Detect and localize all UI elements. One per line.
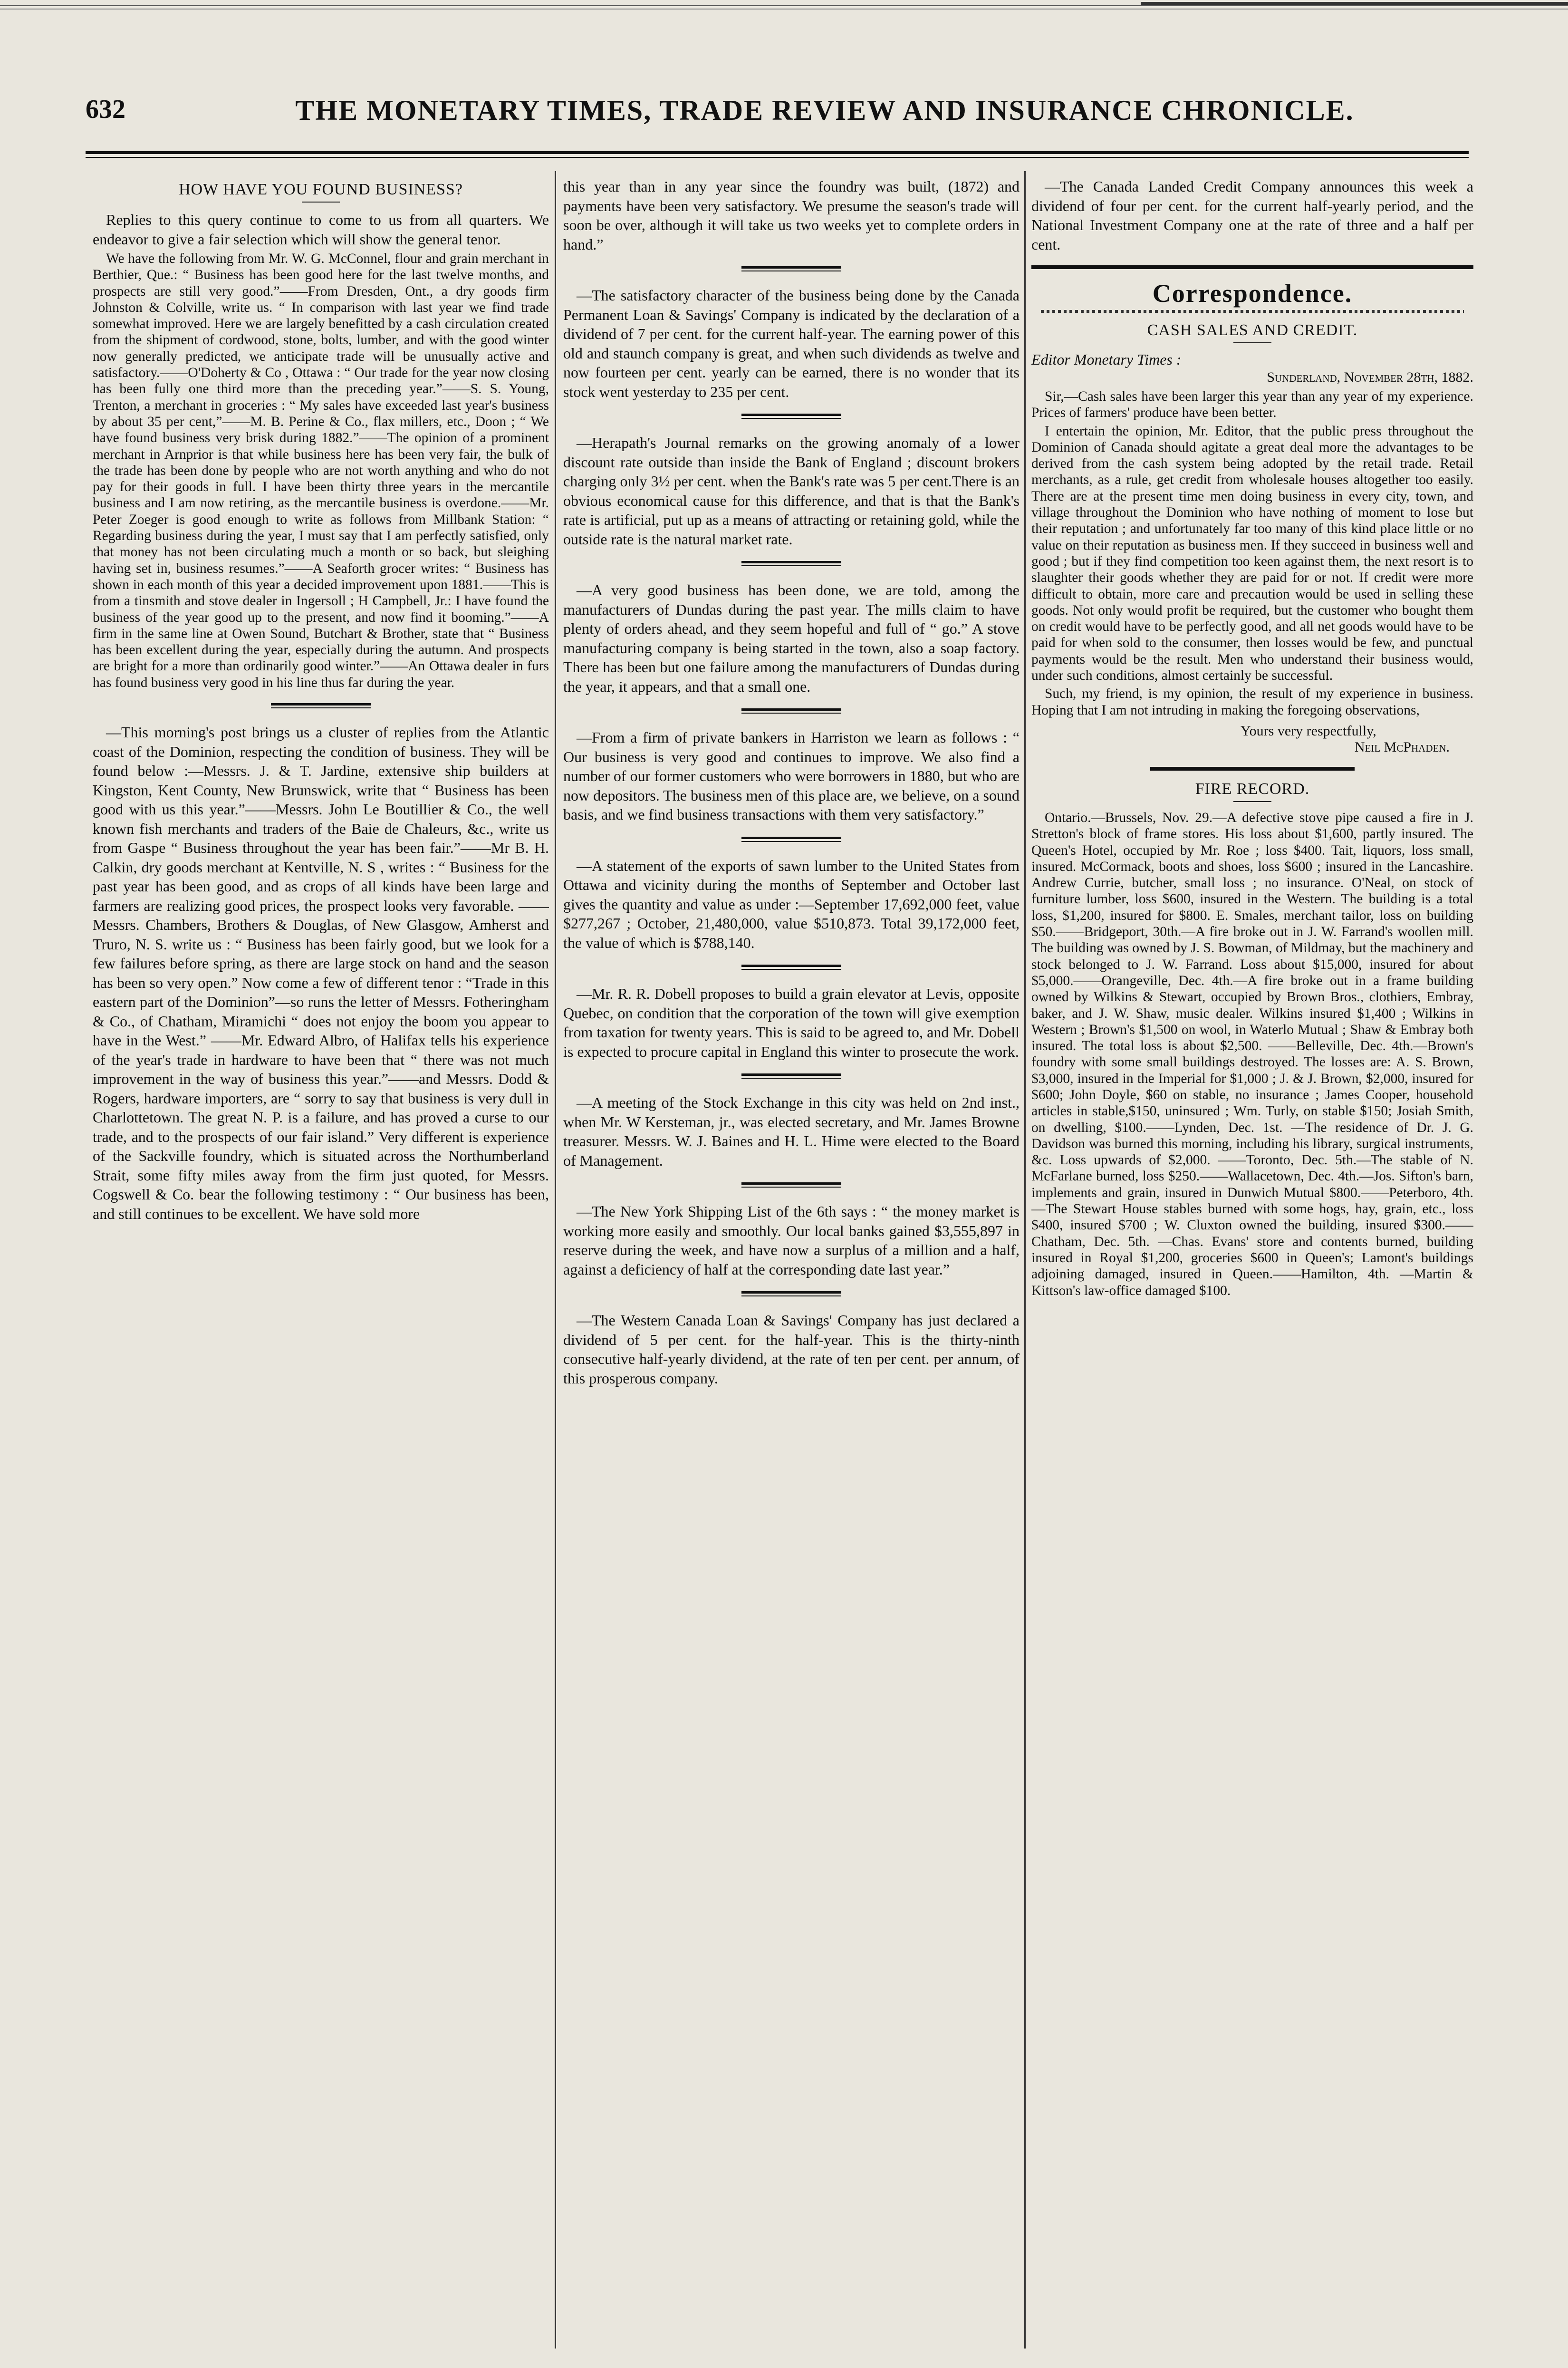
letter-paragraph: Such, my friend, is my opinion, the result of my experience in business. Hoping that I am not intruding in making the foregoing observations,: [1031, 686, 1473, 718]
item-separator: [741, 266, 841, 271]
news-item-herapath: —Herapath's Journal remarks on the growing anomaly of a lower discount rate outside than inside the Bank of England ; discount brokers charging only 3½ per cent. when the Bank's rate was 5 per cent.There is an obvious economical cause for this difference, and that is that the Bank's rate is artificial, put up as a means of attracting or retaining gold, while the outside rate is the natural market rate.: [563, 434, 1020, 548]
news-item-lumber-exports: —A statement of the exports of sawn lumber to the United States from Ottawa and vicinity during the months of September and October last gives the quantity and value as under :—September 17,692,000 feet, value $277,267 ; October, 21,480,000, value $510,873. Total 39,172,000 feet, the value of which is $788,140.: [563, 857, 1020, 951]
letter-addressee: Editor Monetary Times :: [1031, 351, 1182, 368]
news-item-shipping-list: —The New York Shipping List of the 6th says : “ the money market is working more easily and smoothly. Our local banks gained $3,555,897 in reserve during the week, and have now a surplus of a million and a half, against a deficiency of half at the corresponding date last year.”: [563, 1203, 1020, 1278]
header-rule-thick: [86, 151, 1469, 154]
letter-dateline: Sunderland, November 28th, 1882.: [1267, 369, 1473, 385]
letter-paragraph: I entertain the opinion, Mr. Editor, that the public press throughout the Dominion of Canada should agitate a great deal more the advantages to be derived from the cash system being adopted by the retail trade. Retail merchants, as a rule, get credit from wholesale houses altogether too easily. There are at the present time men doing business in every city, town, and village throughout the Dominion who have nothing of moment to lose but their reputation ; and unfortunately far too many of this kind place little or no value on their reputation as business men. If they succeed in business well and good ; but if they find competition too keen against them, the next resort is to slaughter their goods whether they are paid for or not. If credit were more difficult to obtain, more care and precaution would be used in selling these goods. Not only would profit be required, but the customer who bought them on credit would have to be perfectly good, and all net goods would have to be paid for when sold to the consumer, then losses would be few, and punctual payments would be the result. Men who understand their business would, under such conditions, almost certainly be successful.: [1031, 423, 1473, 684]
ornamental-rule: [1041, 310, 1464, 313]
news-item-dundas: —A very good business has been done, we are told, among the manufacturers of Dundas during the past year. The mills claim to have plenty of orders ahead, and they seem hopeful and full of “ go.” A stove manufacturing company is being started in the town, also a soap factory. There has been but one failure among the manufacturers of Dundas during the year, it appears, and that a small one.: [563, 581, 1020, 695]
foundry-continuation: this year than in any year since the foundry was built, (1872) and payments have been very satisfactory. We presume the season's trade will soon be over, although it will take us two weeks yet to complete orders in hand.”: [563, 178, 1020, 253]
page-number: 632: [86, 95, 125, 124]
letter-paragraph: Sir,—Cash sales have been larger this year than any year of my experience. Prices of farmers' produce have been better.: [1031, 389, 1473, 421]
item-separator: [741, 561, 841, 566]
letter-signature: Neil McPhaden.: [1354, 739, 1450, 755]
item-separator: [741, 414, 841, 419]
page-header: [86, 94, 1469, 132]
publication-title: THE MONETARY TIMES, TRADE REVIEW AND INSURANCE CHRONICLE.: [295, 95, 1354, 126]
column-1: [93, 177, 549, 2358]
correspondence-heading: Correspondence.: [1152, 279, 1353, 308]
business-survey-replies: We have the following from Mr. W. G. McConnel, flour and grain merchant in Berthier, Que.: “ Business has been good here for the last twelve months, and prospects are still very good.”——From Dresden, Ont., a dry goods firm Johnston & Colville, write us. “ In comparison with last year we find trade somewhat improved. Here we are largely benefitted by a cash circulation created from the shipment of cordwood, stone, bolts, lumber, and with the good winter now generally predicted, we anticipate trade will be unusually active and satisfactory.——O'Doherty & Co , Ottawa : “ Our trade for the year now closing has been fully one third more than the preceding year.”——S. S. Young, Trenton, a merchant in groceries : “ My sales have exceeded last year's business by about 35 per cent,”——M. B. Perine & Co., flax millers, etc., Doon ; “ We have found business very brisk during 1882.”——The opinion of a prominent merchant in Arnprior is that while business here has been very fair, the bulk of the trade has been done by people who are not worth anything and who do not pay for their goods in full. I have been thirty three years in the mercantile business and I am now retiring, as the mercantile business is overdone.——Mr. Peter Zoeger is good enough to write as follows from Millbank Station: “ Regarding business during the year, I must say that I am perfectly satisfied, only that money has not been circulating much a month or so back, but sleighing having set in, business resumes.”——A Seaforth grocer writes: “ Business has shown in each month of this year a decided improvement upon 1881.——This is from a tinsmith and stove dealer in Ingersoll ; H Campbell, Jr.: I have found the business of the year good up to the present, and now find it booming.”——A firm in the same line at Owen Sound, Butchart & Brother, state that “ Business has been excellent during the year, especially during the autumn. And prospects are bright for a more than ordinarily good winter.”——An Ottawa dealer in furs has found business very good in his line thus far during the year.: [93, 251, 549, 690]
page-top-border: [0, 0, 1568, 19]
item-separator: [741, 965, 841, 970]
item-separator: [741, 1073, 841, 1079]
news-item-canada-permanent: —The satisfactory character of the business being done by the Canada Permanent Loan & Savings' Company is indicated by the declaration of a dividend of 7 per cent. for the current half-year. The earning power of this old and staunch company is great, and when such dividends as twelve and now fourteen per cent. yearly can be earned, there is no wonder that its stock went yesterday to 235 per cent.: [563, 287, 1020, 400]
letter-closing: Yours very respectfully,: [1241, 723, 1376, 739]
item-separator: [271, 703, 371, 708]
letter-title: CASH SALES AND CREDIT.: [1147, 321, 1358, 339]
news-item-dobell-elevator: —Mr. R. R. Dobell proposes to build a grain elevator at Levis, opposite Quebec, on condition that the corporation of the town will give exemption from taxation for twenty years. This is said to be agreed to, and Mr. Dobell is expected to procure capital in England this winter to prosecute the work.: [563, 985, 1020, 1060]
header-rule-thin: [86, 157, 1469, 158]
heading-rule: [302, 202, 340, 203]
news-item-landed-credit: —The Canada Landed Credit Company announces this week a dividend of four per cent. for the current half-yearly period, and the National Investment Company one at the rate of three and a half per cent.: [1031, 178, 1473, 253]
item-separator: [741, 1291, 841, 1296]
column-divider-2: [1024, 171, 1026, 2349]
item-separator: [741, 1182, 841, 1188]
heading-rule: [1233, 801, 1271, 802]
business-survey-intro: Replies to this query continue to come to us from all quarters. We endeavor to give a fair selection which will show the general tenor.: [93, 211, 549, 248]
item-separator: [741, 708, 841, 714]
news-item-western-canada-loan: —The Western Canada Loan & Savings' Company has just declared a dividend of 5 per cent. for the half-year. This is the thirty-ninth consecutive half-yearly dividend, at the rate of ten per cent. per annum, of this prosperous company.: [563, 1312, 1020, 1387]
heading-rule: [1233, 342, 1271, 343]
section-separator: [1031, 265, 1473, 269]
fire-record-body: Ontario.—Brussels, Nov. 29.—A defective stove pipe caused a fire in J. Stretton's block of frame stores. His loss about $1,600, partly insured. The Queen's Hotel, occupied by Mr. Roe ; loss $400. Tait, liquors, loss small, insured. McCormack, boots and shoes, loss $600 ; insured in the Lancashire. Andrew Currie, butcher, small loss ; no insurance. O'Neal, on stock of furniture lumber, loss $600, insured in the Western. The building is a total loss, $1,200, insured for $800. E. Smales, merchant tailor, loss on building $50.——Bridgeport, 30th.—A fire broke out in J. W. Farrand's woollen mill. The building was owned by J. S. Bowman, of Mildmay, but the machinery and stock belonged to J. W. Farrand. Loss about $15,000, insured for about $5,000.——Orangeville, Dec. 4th.—A fire broke out in a frame building owned by Wilkins & Stewart, occupied by Brown Bros., clothiers, Embray, baker, and J. W. Shaw, music dealer. Wilkins insured $1,400 ; Wilkins in Western ; Brown's $1,500 on wool, in Waterlo Mutual ; Shaw & Embray both insured. The total loss is about $2,500. ——Belleville, Dec. 4th.—Brown's foundry with some small buildings destroyed. The losses are: A. S. Brown, $3,000, insured in the Imperial for $1,000 ; J. & J. Brown, $2,000, insured for $600; John Doyle, $60 on stable, no insurance ; James Cooper, household articles in stable,$150, uninsured ; Wm. Turly, on stable $150; Josiah Smith, on dwelling, $100.——Lynden, Dec. 1st. —The residence of Dr. J. G. Davidson was burned this morning, including his library, surgical instruments, &c. Loss upwards of $2,000. ——Toronto, Dec. 5th.—The stable of N. McFarlane burned, loss $250.——Wallacetown, Dec. 4th.—Jos. Sifton's barn, implements and grain, insured in Dunwich Mutual $800.——Peterboro, 4th.—The Stewart House stables burned with some hogs, hay, grain, etc., loss $400, insured $700 ; W. Cluxton owned the building, insured $300.——Chatham, Dec. 5th. —Chas. Evans' store and contents burned, building insured in Royal $1,200, groceries $600 in Queen's; Lamont's buildings adjoining damaged, insured in Queen.——Hamilton, 4th. —Martin & Kittson's law-office damaged $100.: [1031, 810, 1473, 1298]
column-divider-1: [555, 171, 556, 2349]
fire-record-heading: FIRE RECORD.: [1195, 780, 1310, 798]
business-survey-heading: HOW HAVE YOU FOUND BUSINESS?: [179, 181, 463, 198]
column-3: [1031, 177, 1473, 2358]
item-separator: [741, 837, 841, 842]
news-item-stock-exchange: —A meeting of the Stock Exchange in this city was held on 2nd inst., when Mr. W Kersteman, jr., was elected secretary, and Mr. James Browne treasurer. Messrs. W. J. Baines and H. L. Hime were elected to the Board of Management.: [563, 1094, 1020, 1169]
section-separator: [1150, 767, 1355, 771]
column-2: [563, 177, 1020, 2358]
news-item-harriston: —From a firm of private bankers in Harriston we learn as follows : “ Our business is very good and continues to improve. We also find a number of our former customers who were borrowers in 1880, but who are now depositors. The business men of this place are, we believe, on a sound basis, and we find business transactions with them very satisfactory.”: [563, 729, 1020, 823]
atlantic-coast-replies: —This morning's post brings us a cluster of replies from the Atlantic coast of the Dominion, respecting the condition of business. They will be found below :—Messrs. J. & T. Jardine, extensive ship builders at Kingston, Kent County, New Brunswick, write that “ Business has been good with us this year.”——Messrs. John Le Boutillier & Co., the well known fish merchants and traders of the Baie de Chaleurs, &c., write us from Gaspe “ Business throughout the year has been fair.”——Mr B. H. Calkin, dry goods merchant at Kentville, N. S , writes : “ Business for the past year has been good, and as crops of all kinds have been large and farmers are realizing good prices, the prospect looks very favorable. ——Messrs. Chambers, Brothers & Douglas, of New Glasgow, Amherst and Truro, N. S. write us : “ Business has been fairly good, but we look for a few failures before spring, as there are large stock on hand and the season has been so very open.” Now come a few of different tenor : “Trade in this eastern part of the Dominion”—so runs the letter of Messrs. Fotheringham & Co., of Chatham, Miramichi “ does not enjoy the boom you appear to have in the West.” ——Mr. Edward Albro, of Halifax tells his experience of the year's trade in hardware to have been that “ there was not much improvement in the way of business this year.”——and Messrs. Dodd & Rogers, hardware importers, are “ sorry to say that business is very dull in Charlottetown. The great N. P. is a failure, and has proved a curse to our trade, and to the prospects of our fair island.” Very different is experience of the Sackville foundry, which is situated across the Northumberland Strait, some fifty miles away from the firm just quoted, for Messrs. Cogswell & Co. bear the following testimony : “ Our business has been, and still continues to be excellent. We have sold more: [93, 724, 549, 1222]
